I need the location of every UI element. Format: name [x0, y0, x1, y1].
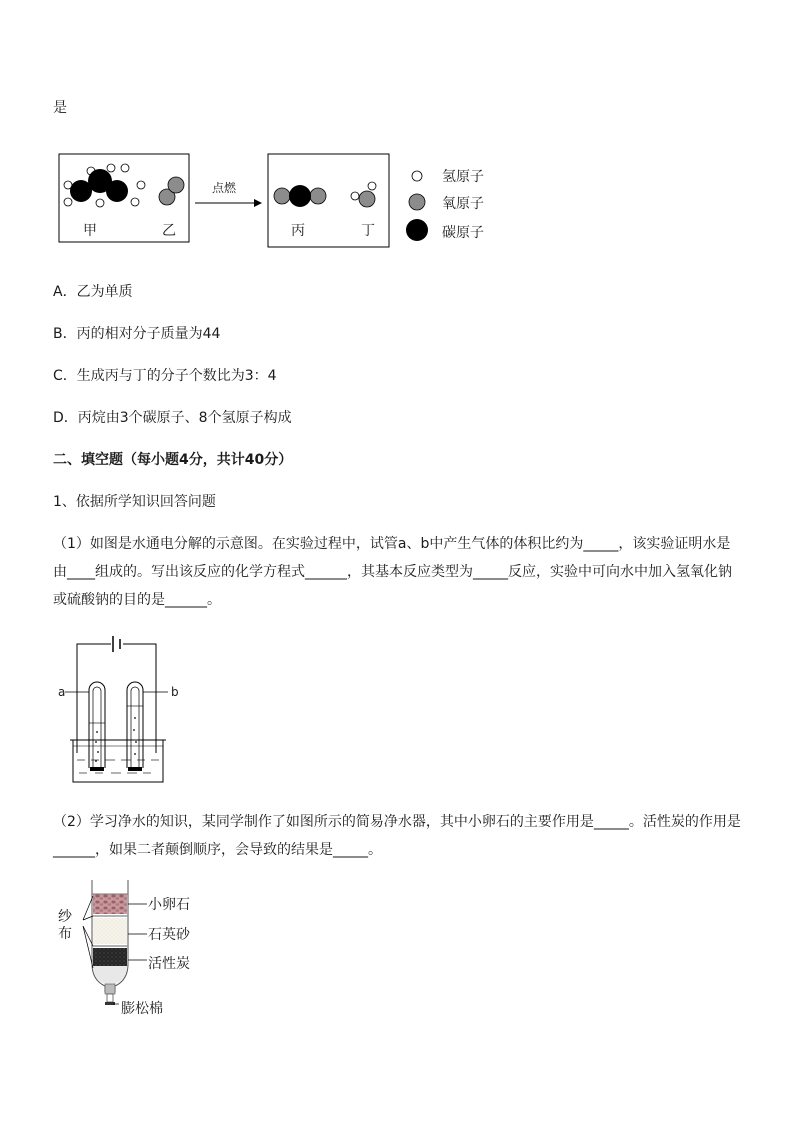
- test-tube-a: [89, 682, 105, 771]
- gauze-label: [58, 908, 73, 942]
- tube-b-label: b: [171, 685, 179, 699]
- pebble-layer: [93, 894, 127, 914]
- propane-molecule: [64, 164, 145, 207]
- legend-hydrogen: 氢原子: [442, 169, 484, 185]
- water-molecule: [351, 182, 376, 207]
- cotton-label: 膨松棉: [121, 1001, 163, 1017]
- gauze-label-char: 纱: [58, 909, 72, 925]
- section-title: 二、填空题（每小题4分，共计40分）: [53, 452, 293, 468]
- water-filter-diagram: [55, 876, 215, 1022]
- arrow-label: 点燃: [212, 181, 237, 195]
- question-1-part-2: （2）学习净水的知识，某同学制作了如图所示的简易净水器，其中小卵石的主要作用是_____。活性炭的作用是______，如果二者颠倒顺序，会导致的结果是_____。: [53, 814, 741, 858]
- cotton-plug: [105, 984, 115, 994]
- question-1-title: 1、依据所学知识回答问题: [53, 494, 216, 510]
- legend-carbon: 碳原子: [442, 225, 484, 241]
- legend-oxygen: 氧原子: [442, 196, 484, 212]
- option-b: B．丙的相对分子质量为44: [53, 326, 221, 342]
- carbon-label: 活性炭: [148, 956, 190, 972]
- label-ding: 丁: [361, 223, 375, 239]
- intro-tail: 是: [53, 100, 67, 116]
- oxygen-molecule: [159, 177, 184, 205]
- legend-oxygen-swatch: [409, 194, 425, 210]
- legend-carbon-swatch: [406, 219, 428, 241]
- electrolysis-diagram: [55, 628, 195, 786]
- sand-layer: [93, 918, 127, 944]
- carbon-dioxide-molecule: [274, 185, 326, 207]
- gauze-label-char: 布: [58, 926, 72, 942]
- reaction-diagram: [50, 145, 510, 255]
- carbon-layer: [93, 948, 127, 966]
- option-d: D．丙烷由3个碳原子、8个氢原子构成: [53, 410, 292, 426]
- legend-hydrogen-swatch: [412, 171, 422, 181]
- label-jia: 甲: [83, 223, 97, 239]
- legend: [406, 169, 484, 241]
- option-a: A．乙为单质: [53, 284, 133, 300]
- question-1-part-1: （1）如图是水通电分解的示意图。在实验过程中，试管a、b中产生气体的体积比约为_____，该实验证明水是由____组成的。写出该反应的化学方程式______，其基本反应类型为_____反应，实验中可向水中加入氢氧化钠或硫酸钠的目的是______。: [53, 536, 732, 608]
- sand-label: 石英砂: [148, 927, 190, 943]
- option-c: C．生成丙与丁的分子个数比为3：4: [53, 368, 277, 384]
- label-bing: 丙: [291, 223, 305, 239]
- label-yi: 乙: [162, 223, 176, 239]
- pebble-label: 小卵石: [148, 897, 190, 913]
- tube-a-label: a: [58, 685, 66, 699]
- test-tube-b: [127, 682, 143, 771]
